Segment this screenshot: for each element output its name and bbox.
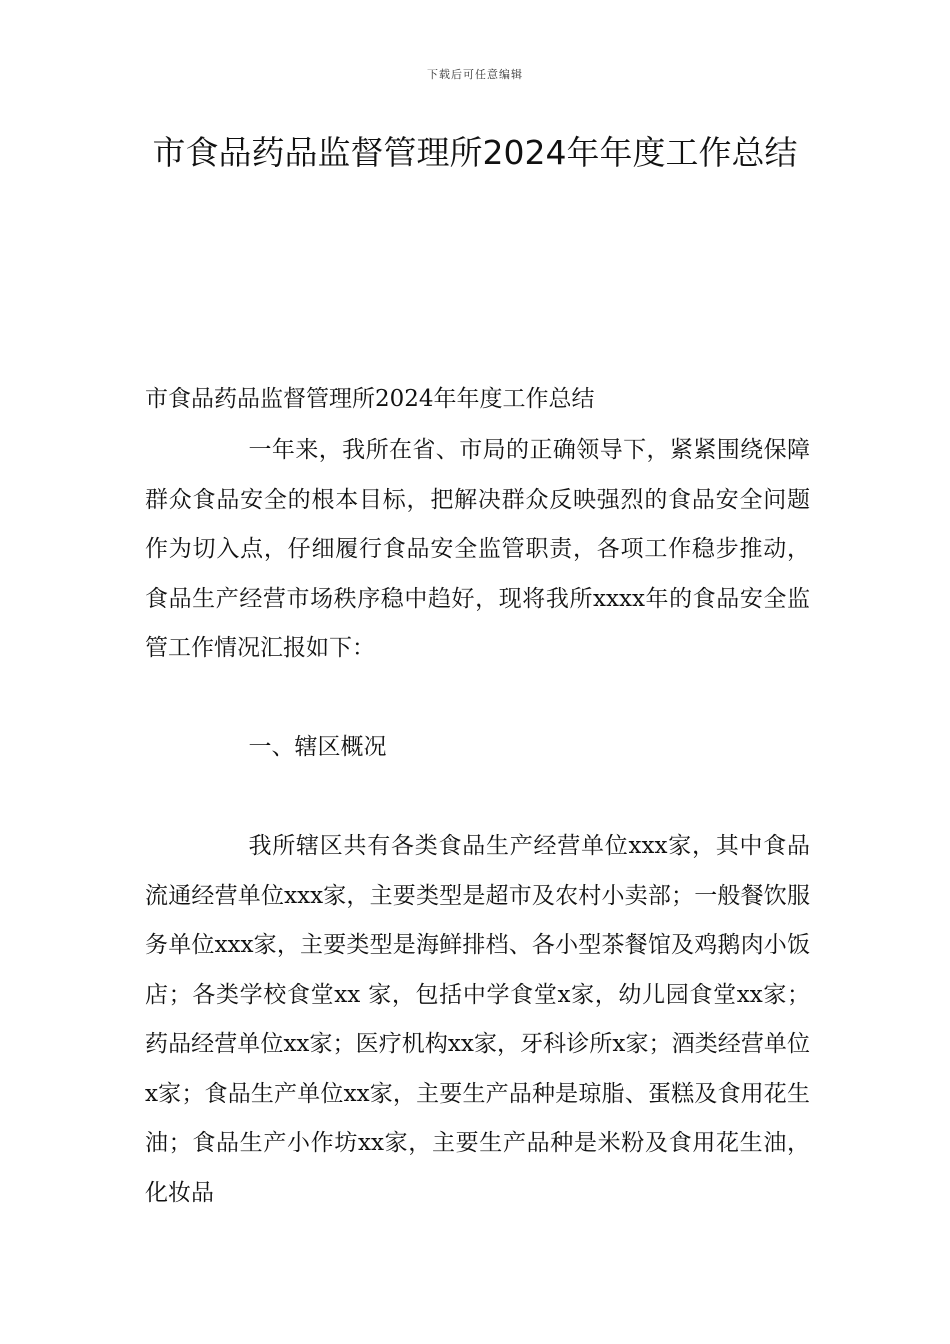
section-heading-overview: 一、辖区概况 bbox=[248, 734, 387, 760]
paragraph-intro: 一年来，我所在省、市局的正确领导下，紧紧围绕保障群众食品安全的根本目标，把解决群众反映强烈的食品安全问题作为切入点，仔细履行食品安全监管职责，各项工作稳步推动，食品生产经营市场秩序稳中趋好，现将我所xxxx年的食品安全监管工作情况汇报如下： bbox=[145, 437, 810, 661]
document-subtitle: 市食品药品监督管理所2024年年度工作总结 bbox=[145, 386, 595, 412]
header-note: 下载后可任意编辑 bbox=[427, 68, 523, 81]
document-title: 市食品药品监督管理所2024年年度工作总结 bbox=[152, 133, 798, 172]
paragraph-overview: 我所辖区共有各类食品生产经营单位xxx家，其中食品流通经营单位xxx家，主要类型是超市及农村小卖部；一般餐饮服务单位xxx家，主要类型是海鲜排档、各小型茶餐馆及鸡鹅肉小饭店；各类学校食堂xx 家，包括中学食堂x家，幼儿园食堂xx家；药品经营单位xx家；医疗机构xx家，牙科诊所x家；酒类经营单位x家；食品生产单位xx家，主要生产品种是琼脂、蛋糕及食用花生油；食品生产小作坊xx家，主要生产品种是米粉及食用花生油，化妆品 bbox=[145, 833, 810, 1206]
